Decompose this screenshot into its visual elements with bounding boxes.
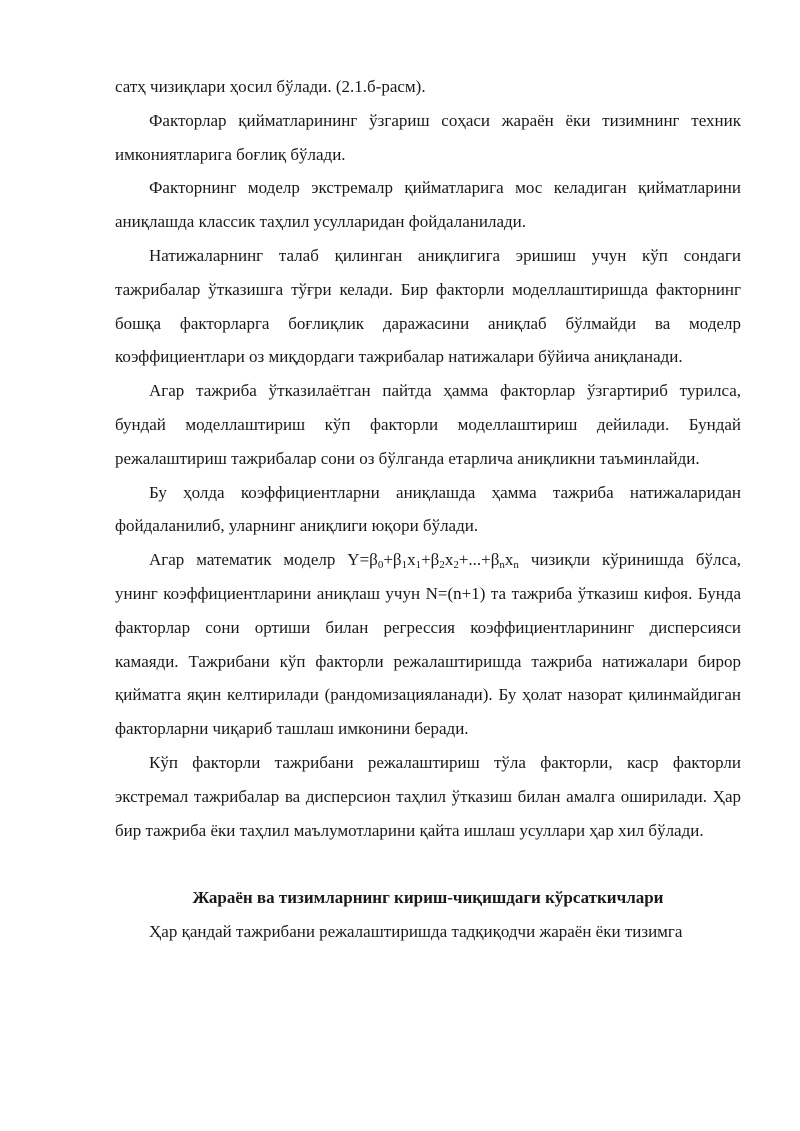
paragraph-continuation: сатҳ чизиқлари ҳосил бўлади. (2.1.б-расм). — [115, 77, 426, 96]
document-page — [115, 70, 741, 949]
paragraph-section-start: Ҳар қандай тажрибани режалаштиришда тадқиқодчи жараён ёки тизимга — [149, 921, 683, 941]
formula-lead-text: Агар математик моделр — [149, 550, 348, 570]
paragraph-coefficients: Бу ҳолда коэффициентларни аниқлашда ҳамма тажриба натижаларидан фойдаланилиб, уларнинг аниқлиги юқори бўлади. — [115, 482, 741, 536]
formula-trailing-text: чизиқли кўринишда бўлса, унинг коэффициентларини аниқлаш учун N=(n+1) та тажриба ўтказиш кифоя. Бунда факторлар сони ортиши билан регрессия коэффициентларининг дисперсияси камаяди. Тажрибани кўп факторли режалаштиришда тажриба натижалари бирор қийматга яқин келтирилади (рандомизацияланади). Бу ҳолат назорат қилинмайдиган факторларни чиқариб ташлаш имконини беради. — [115, 550, 741, 739]
section-heading: Жараён ва тизимларнинг кириш-чиқишдаги кўрсаткичлари — [192, 888, 664, 908]
paragraph-planning-types: Кўп факторли тажрибани режалаштириш тўла факторли, каср факторли экстремал тажрибалар ва дисперсион таҳлил ўтказиш билан амалга оширилади. Ҳар бир тажриба ёки таҳлил маълумотларини қайта ишлаш усуллари ҳар хил бўлади. — [115, 752, 741, 840]
regression-formula: $Y=\beta_0+\beta_1x_1+\beta_2x_2+...+\beta_nx_n$ — [347, 550, 519, 572]
paragraph-extreme-values: Факторнинг моделр экстремалр қийматларига мос келадиган қийматларини аниқлашда классик таҳлил усулларидан фойдаланилади. — [115, 178, 741, 232]
paragraph-factor-range: Факторлар қийматларининг ўзгариш соҳаси жараён ёки тизимнинг техник имкониятларига боғлиқ бўлади. — [115, 110, 741, 164]
paragraph-multi-factor: Агар тажриба ўтказилаётган пайтда ҳамма факторлар ўзгартириб турилса, бундай моделлаштириш кўп факторли моделлаштириш дейилади. Бундай режалаштириш тажрибалар сони оз бўлганда етарлича аниқликни таъминлайди. — [115, 381, 741, 468]
paragraph-single-factor: Натижаларнинг талаб қилинган аниқлигига эришиш учун кўп сондаги тажрибалар ўтказишга тўғри келади. Бир факторли моделлаштиришда факторнинг бошқа факторларга боғлиқлик даражасини аниқлаб бўлмайди ва моделр коэффициентлари оз миқдордаги тажрибалар натижалари бўйича аниқланади. — [115, 245, 741, 367]
paragraph-formula — [115, 543, 741, 746]
